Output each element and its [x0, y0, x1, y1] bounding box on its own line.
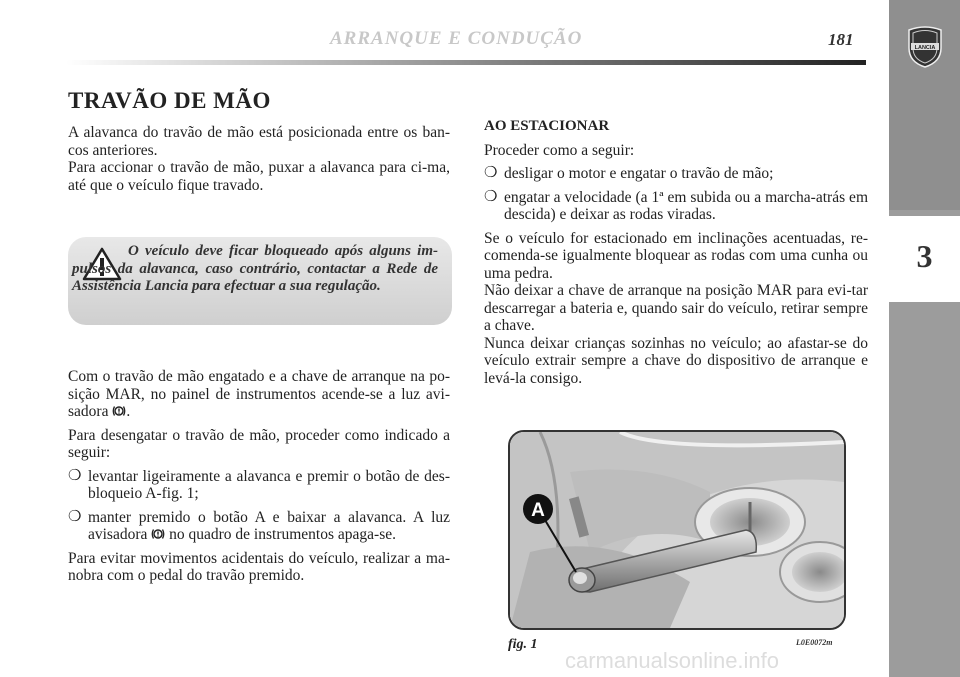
- list-item: ❍ engatar a velocidade (a 1ª em subida ou a marcha-atrás em descida) e deixar as rodas viradas.: [484, 188, 868, 223]
- safety-note: Para evitar movimentos acidentais do veículo, realizar a ma-nobra com o pedal do travão premido.: [68, 549, 450, 584]
- header-rule: [66, 60, 866, 65]
- watermark: carmanualsonline.info: [565, 648, 780, 673]
- parking-paragraph: Se o veículo for estacionado em inclinações acentuadas, re-comenda-se igualmente bloquear as rodas com uma cunha ou uma pedra.: [484, 229, 868, 282]
- chapter-sidebar: [889, 0, 960, 677]
- release-instructions: [68, 368, 450, 591]
- handbrake-warning-lamp-icon: [112, 404, 126, 418]
- parking-section: [484, 118, 868, 393]
- list-item: ❍ desligar o motor e engatar o travão de mão;: [484, 165, 774, 182]
- chapter-number: 3: [916, 238, 933, 274]
- bullet-icon: ❍: [484, 188, 498, 205]
- figure-caption: fig. 1: [508, 637, 538, 652]
- page-number: 181: [828, 30, 854, 49]
- list-item: ❍ manter premido o botão A e baixar a alavanca. A luz avisadora no quadro de instrumentos apaga-se.: [68, 508, 450, 543]
- callout-label: A: [531, 500, 545, 521]
- intro-text: [68, 124, 450, 200]
- section-title: TRAVÃO DE MÃO: [68, 88, 271, 113]
- figure-code: L0E0072m: [796, 638, 833, 647]
- release-intro: Para desengatar o travão de mão, proceder como indicado a seguir:: [68, 426, 450, 461]
- logo-text: LANCIA: [914, 45, 936, 51]
- list-item: ❍ levantar ligeiramente a alavanca e premir o botão de des-bloqueio A-fig. 1;: [68, 467, 450, 502]
- bullet-icon: ❍: [484, 165, 498, 181]
- handbrake-warning-lamp-icon: [151, 527, 165, 541]
- handbrake-lamp-paragraph: Com o travão de mão engatado e a chave de arranque na po-sição MAR, no painel de instrumentos acende-se a luz avi-sadora .: [68, 368, 450, 420]
- parking-paragraph: Nunca deixar crianças sozinhas no veículo; ao afastar-se do veículo extrair sempre a chave do dispositivo de arranque e levá-la consigo.: [484, 334, 868, 387]
- parking-paragraph: Não deixar a chave de arranque na posição MAR para evi-tar descarregar a bateria e, quando sair do veículo, retirar sempre a chave.: [484, 282, 868, 334]
- parking-intro: Proceder como a seguir:: [484, 141, 635, 159]
- bullet-icon: ❍: [68, 508, 82, 525]
- warning-text: O veículo deve ficar bloqueado após alguns im-pulsos da alavanca, caso contrário, contactar a Rede de Assistência Lancia para efectuar a sua regulação.: [72, 243, 438, 294]
- handbrake-illustration: [510, 432, 844, 628]
- lancia-logo: [906, 24, 944, 68]
- intro-paragraph: A alavanca do travão de mão está posicionada entre os ban-cos anteriores.: [68, 124, 450, 159]
- handbrake-figure: [508, 430, 846, 630]
- bullet-icon: ❍: [68, 467, 82, 484]
- intro-paragraph: Para accionar o travão de mão, puxar a alavanca para ci-ma, até que o veículo fique travado.: [68, 159, 450, 194]
- running-header: ARRANQUE E CONDUÇÃO: [330, 28, 583, 49]
- parking-title: AO ESTACIONAR: [484, 118, 610, 134]
